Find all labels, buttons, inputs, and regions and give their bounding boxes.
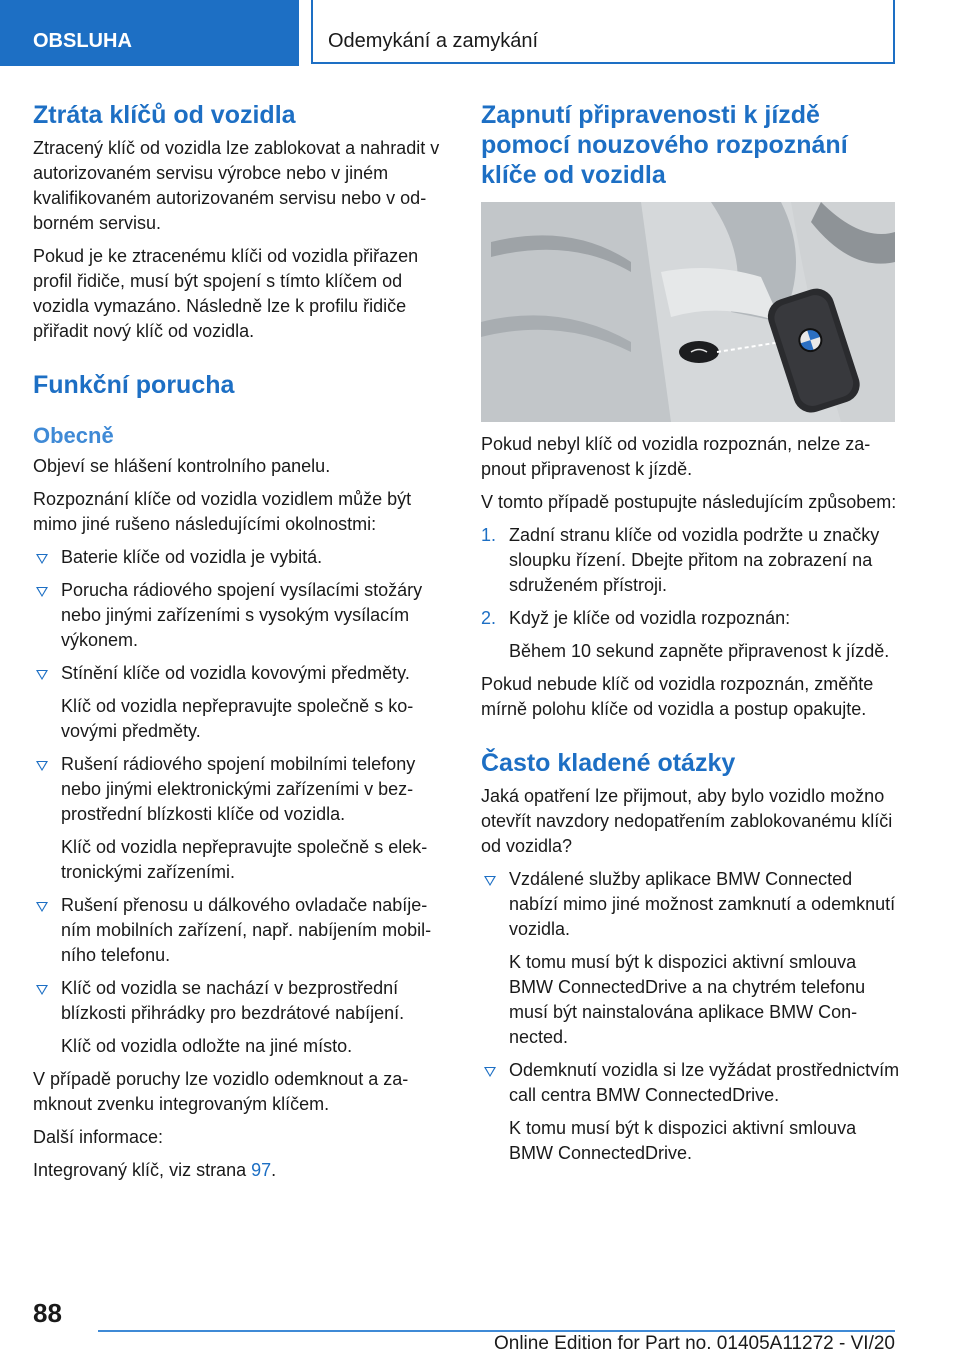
step-item: 1. Zadní stranu klíče od vozidla podržte u značky sloupku řízení. Dbejte přitom na zobrazení na sdruženém přístroji. — [481, 525, 880, 595]
faq-list — [481, 867, 901, 1166]
triangle-bullet-icon — [484, 1067, 496, 1077]
interference-list — [33, 545, 448, 1059]
cross-reference: Integrovaný klíč, viz strana 97. — [33, 1160, 277, 1180]
list-item: Porucha rádiového spojení vysílacími stožáry nebo jinými zařízeními s vysokým vysílacím výkonem. — [33, 578, 448, 653]
page-number: 88 — [33, 1298, 62, 1328]
paragraph: V případě poruchy lze vozidlo odemknout a zamknout zvenku integrovaným klíčem. — [33, 1069, 409, 1114]
heading-faq: Často kladené otázky — [481, 749, 736, 777]
triangle-bullet-icon — [36, 985, 48, 995]
paragraph: Pokud nebude klíč od vozidla rozpoznán, změňte mírně polohu klíče od vozidla a postup opakujte. — [481, 674, 874, 719]
list-item: Klíč od vozidla se nachází v bezprostřední blízkosti přihrádky pro bezdrátové nabíjení. Klíč od vozidla odložte na jiné místo. — [33, 976, 448, 1059]
list-item: Vzdálené služby aplikace BMW Connected nabízí mimo jiné možnost zamknutí a odemknutí vozidla. K tomu musí být k dispozici aktivní smlouva BMW ConnectedDrive a na chytrém telefonu musí být nainstalována aplikace BMW Connected. — [481, 867, 901, 1050]
left-column — [33, 100, 448, 1191]
list-item-note: K tomu musí být k dispozici aktivní smlouva BMW ConnectedDrive. — [509, 1118, 857, 1163]
list-item-note: Klíč od vozidla nepřepravujte společně s kovovými předměty. — [61, 696, 414, 741]
step-note: Během 10 sekund zapněte připravenost k jízdě. — [509, 641, 890, 661]
step-number: 1. — [481, 525, 497, 545]
steps-list — [481, 523, 901, 664]
list-item: Odemknutí vozidla si lze vyžádat prostřednictvím call centra BMW ConnectedDrive. K tomu musí být k dispozici aktivní smlouva BMW ConnectedDrive. — [481, 1058, 901, 1166]
chapter-title: Odemykání a zamykání — [328, 30, 539, 52]
step-item: 2. Když je klíče od vozidla rozpoznán: Během 10 sekund zapněte připravenost k jízdě. — [481, 606, 901, 664]
steering-column-key-image — [481, 202, 895, 422]
list-item-note: Klíč od vozidla odložte na jiné místo. — [61, 1036, 353, 1056]
heading-general: Obecně — [33, 423, 114, 448]
list-item: Baterie klíče od vozidla je vybitá. — [33, 545, 448, 570]
heading-malfunction: Funkční porucha — [33, 371, 235, 399]
list-item-note: K tomu musí být k dispozici aktivní smlouva BMW ConnectedDrive a na chytrém telefonu musí být nainstalována aplikace BMW Connected. — [509, 952, 866, 1047]
footer-divider — [98, 1330, 895, 1332]
section-tab — [0, 0, 299, 66]
step-number: 2. — [481, 608, 497, 628]
list-item-note: Klíč od vozidla nepřepravujte společně s elektronickými zařízeními. — [61, 837, 428, 882]
triangle-bullet-icon — [36, 902, 48, 912]
paragraph: Objeví se hlášení kontrolního panelu. — [33, 456, 331, 476]
paragraph: Ztracený klíč od vozidla lze zablokovat a nahradit v autorizovaném servisu výrobce nebo v jiném kvalifikovaném autorizovaném servisu nebo v odborném servisu. — [33, 138, 440, 233]
list-item: Rušení přenosu u dálkového ovladače nabíjením mobilních zařízení, např. nabíjením mobilního telefonu. — [33, 893, 448, 968]
list-item: Stínění klíče od vozidla kovovými předměty. Klíč od vozidla nepřepravujte společně s kovovými předměty. — [33, 661, 448, 744]
right-column — [481, 100, 901, 1174]
triangle-bullet-icon — [36, 761, 48, 771]
key-illustration — [481, 202, 895, 422]
heading-emergency-detection: Zapnutí připravenosti k jízdě pomocí nouzového rozpoznání klíče od vozidla — [481, 101, 848, 189]
heading-lost-keys: Ztráta klíčů od vozidla — [33, 101, 296, 129]
paragraph: V tomto případě postupujte následujícím způsobem: — [481, 492, 897, 512]
paragraph: Jaká opatření lze přijmout, aby bylo vozidlo možno otevřít navzdory nedopatřením zablokovanému klíči od vozidla? — [481, 786, 893, 856]
paragraph: Rozpoznání klíče od vozidla vozidlem může být mimo jiné rušeno následujícími okolnostmi: — [33, 489, 412, 534]
edition-note: Online Edition for Part no. 01405A11272 - VI/20 — [493, 1333, 895, 1354]
triangle-bullet-icon — [36, 554, 48, 564]
page-link[interactable]: 97 — [251, 1160, 272, 1180]
triangle-bullet-icon — [36, 670, 48, 680]
triangle-bullet-icon — [36, 587, 48, 597]
paragraph: Pokud nebyl klíč od vozidla rozpoznán, nelze zapnout připravenost k jízdě. — [481, 434, 871, 479]
section-label: OBSLUHA — [33, 30, 132, 52]
paragraph: Další informace: — [33, 1127, 164, 1147]
triangle-bullet-icon — [484, 876, 496, 886]
chapter-header — [311, 0, 895, 64]
paragraph: Pokud je ke ztracenému klíči od vozidla přiřazen profil řidiče, musí být spojení s tímto klíčem od vozidla vymazáno. Následně lze k profilu řidiče přiřadit nový klíč od vozidla. — [33, 246, 419, 341]
list-item: Rušení rádiového spojení mobilními telefony nebo jinými elektronickými zařízeními v bezprostřední blízkosti klíče od vozidla. Klíč od vozidla nepřepravujte společně s elektronickými zařízeními. — [33, 752, 448, 885]
